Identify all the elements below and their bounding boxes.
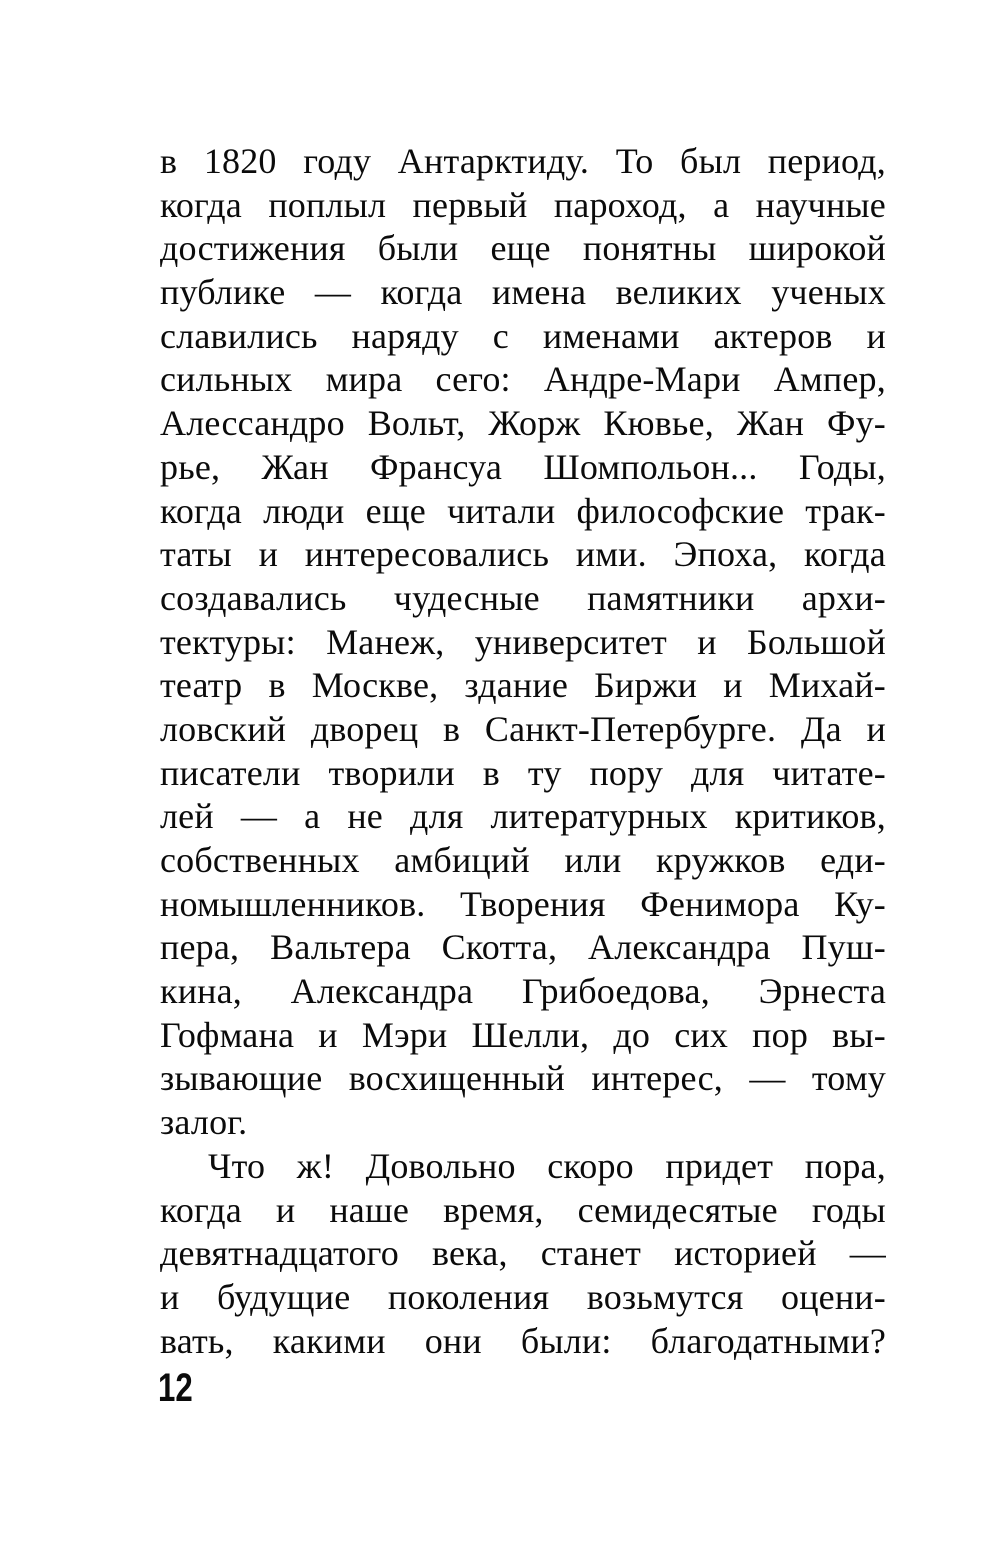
word: Санкт-Петербурге. — [484, 708, 777, 749]
word: и — [866, 315, 886, 356]
word: кина, — [160, 971, 242, 1012]
text-line — [160, 752, 886, 796]
word: благодатными? — [650, 1320, 886, 1361]
text-line — [160, 533, 886, 577]
word: Александра — [290, 971, 474, 1012]
word: Годы, — [798, 446, 886, 487]
word: амбиций — [394, 840, 530, 880]
word: — — [314, 272, 352, 313]
word: Жан — [736, 403, 805, 444]
word: Творения — [460, 883, 606, 924]
word: сильных — [160, 359, 293, 400]
text-line — [160, 358, 886, 402]
word: широкой — [748, 228, 886, 269]
text-line — [160, 140, 886, 184]
word: возьмутся — [586, 1276, 744, 1317]
word: лей — [160, 796, 214, 837]
word: тектуры: — [160, 621, 296, 662]
word: и — [723, 665, 743, 706]
word: создавались — [160, 577, 347, 618]
word: Михай- — [768, 665, 886, 706]
word: девятнадцатого — [160, 1233, 399, 1274]
word: пера, — [160, 927, 240, 968]
word: Эпоха, — [673, 534, 778, 575]
text-line — [160, 402, 886, 446]
word: придет — [665, 1145, 774, 1186]
text-line — [160, 227, 886, 271]
text-line — [160, 577, 886, 621]
word: когда — [160, 490, 242, 531]
word: когда — [160, 184, 242, 225]
word: собственных — [160, 840, 360, 880]
word: и — [866, 708, 886, 749]
word: интерес, — [591, 1058, 724, 1099]
word: памятники — [587, 577, 755, 618]
word: будущие — [217, 1276, 351, 1317]
word: и — [318, 1014, 338, 1055]
word: театр — [160, 665, 243, 706]
word: и — [275, 1189, 296, 1230]
word: достижения — [160, 228, 346, 269]
word: Грибоедова, — [521, 971, 710, 1012]
word: писатели — [160, 752, 301, 793]
word: Ку- — [834, 883, 886, 924]
word: университет — [474, 621, 667, 662]
text-line — [160, 1145, 886, 1189]
word: Алессандро — [160, 403, 345, 444]
word: наше — [329, 1189, 410, 1230]
word: пароход, — [553, 184, 687, 225]
word: когда — [380, 272, 463, 313]
word: Шелли, — [471, 1014, 590, 1055]
word: чудесные — [393, 577, 540, 618]
word: великих — [615, 272, 742, 313]
word: вать, — [160, 1320, 234, 1361]
text-line — [160, 315, 886, 359]
text-line — [160, 926, 886, 970]
word: имена — [491, 272, 587, 313]
word: в — [268, 665, 286, 706]
word: и — [160, 1276, 180, 1317]
word: именами — [542, 315, 680, 356]
word: Москве, — [311, 665, 439, 706]
word: творили — [328, 752, 455, 793]
word: период, — [767, 141, 886, 181]
word: Жан — [261, 446, 329, 487]
word: Гофмана — [160, 1014, 295, 1055]
word: для — [410, 796, 464, 837]
word: То — [615, 141, 654, 181]
word: ученых — [771, 272, 886, 313]
word: Шомпольон... — [543, 446, 758, 487]
word: Большой — [747, 621, 886, 662]
word: пору — [589, 752, 664, 793]
word: зывающие — [160, 1058, 323, 1099]
text-line — [160, 621, 886, 665]
word: вы- — [832, 1014, 886, 1055]
text-line — [160, 839, 886, 883]
word: ловский — [160, 708, 287, 749]
word: годы — [811, 1189, 886, 1230]
word: не — [347, 796, 383, 837]
word: мира — [325, 359, 403, 400]
word: и — [697, 621, 717, 662]
word: дворец — [310, 708, 419, 749]
word: понятны — [582, 228, 717, 269]
word: архи- — [801, 577, 886, 618]
word: а — [713, 184, 730, 225]
word: еще — [490, 228, 551, 269]
word: — — [849, 1233, 886, 1274]
word: Пуш- — [801, 927, 886, 968]
word: читате- — [772, 752, 886, 793]
text-line — [160, 1276, 886, 1320]
word: первый — [412, 184, 528, 225]
word: Кювье, — [603, 403, 714, 444]
word: таты — [160, 534, 232, 575]
word: пора, — [804, 1145, 886, 1186]
word: — — [749, 1058, 786, 1099]
word: публике — [160, 272, 286, 313]
word: 1820 — [203, 141, 277, 181]
word: поколения — [387, 1276, 550, 1317]
word: Александра — [588, 927, 771, 968]
word: с — [492, 315, 509, 356]
word: оцени- — [781, 1276, 886, 1317]
body-text — [160, 140, 886, 1363]
text-line — [160, 184, 886, 228]
word: тому — [811, 1058, 886, 1099]
word: Да — [800, 708, 842, 749]
word: когда — [804, 534, 886, 575]
word: Вальтера — [270, 927, 411, 968]
word: сих — [674, 1014, 729, 1055]
text-line — [160, 1057, 886, 1101]
word: сего: — [435, 359, 511, 400]
word: здание — [464, 665, 568, 706]
text-line — [160, 1320, 886, 1364]
word: историей — [674, 1233, 817, 1274]
word: Фу- — [826, 403, 886, 444]
word: скоро — [547, 1145, 634, 1186]
word: рье, — [160, 446, 221, 487]
word: философские — [576, 490, 785, 531]
word: трак- — [805, 490, 886, 531]
text-line — [160, 708, 886, 752]
word: ту — [527, 752, 562, 793]
word: в — [160, 141, 178, 181]
word: Вольт, — [367, 403, 466, 444]
word: в — [482, 752, 500, 793]
word: Ампер, — [773, 359, 886, 400]
word: — — [240, 796, 278, 837]
word: пор — [752, 1014, 809, 1055]
word: еди- — [820, 840, 886, 880]
word: века, — [431, 1233, 508, 1274]
word: году — [303, 141, 372, 181]
word: Скотта, — [441, 927, 558, 968]
word: кружков — [656, 840, 786, 880]
word: и — [258, 534, 279, 575]
word: Франсуа — [369, 446, 503, 487]
word: люди — [263, 490, 345, 531]
word: в — [443, 708, 461, 749]
word: были: — [520, 1320, 612, 1361]
text-line — [160, 1101, 886, 1145]
text-line — [160, 883, 886, 927]
word: славились — [160, 315, 318, 356]
word: или — [564, 840, 622, 880]
text-line — [160, 1014, 886, 1058]
word: литературных — [490, 796, 708, 837]
word: Жорж — [488, 403, 581, 444]
word: интересовались — [304, 534, 550, 575]
text-line — [160, 795, 886, 839]
word: ими. — [575, 534, 647, 575]
word: залог. — [160, 1102, 248, 1143]
word: Биржи — [594, 665, 698, 706]
word: какими — [272, 1320, 386, 1361]
text-line — [160, 271, 886, 315]
word: Что — [208, 1145, 266, 1186]
word: восхищенный — [348, 1058, 565, 1099]
word: они — [424, 1320, 482, 1361]
word: станет — [540, 1233, 642, 1274]
word: ж! — [296, 1145, 335, 1186]
word: были — [377, 228, 459, 269]
word: Довольно — [365, 1145, 516, 1186]
text-line — [160, 490, 886, 534]
text-line — [160, 1232, 886, 1276]
word: время, — [443, 1189, 544, 1230]
word: еще — [365, 490, 426, 531]
word: Фенимора — [640, 883, 800, 924]
word: был — [680, 141, 742, 181]
word: Мэри — [361, 1014, 448, 1055]
text-line — [160, 446, 886, 490]
word: критиков, — [734, 796, 886, 837]
word: Эрнеста — [758, 971, 886, 1012]
word: Манеж, — [326, 621, 445, 662]
word: семидесятые — [577, 1189, 778, 1230]
word: наряду — [351, 315, 459, 356]
word: до — [613, 1014, 651, 1055]
word: Андре-Мари — [543, 359, 741, 400]
word: номышленников. — [160, 883, 426, 924]
word: актеров — [713, 315, 833, 356]
text-line — [160, 664, 886, 708]
word: читали — [447, 490, 556, 531]
text-line — [160, 1189, 886, 1233]
text-line — [160, 970, 886, 1014]
page-number: 12 — [158, 1366, 193, 1410]
word: Антарктиду. — [397, 141, 590, 181]
word: когда — [160, 1189, 242, 1230]
word: научные — [755, 184, 886, 225]
word: поплыл — [268, 184, 387, 225]
word: для — [690, 752, 745, 793]
word: а — [304, 796, 321, 837]
